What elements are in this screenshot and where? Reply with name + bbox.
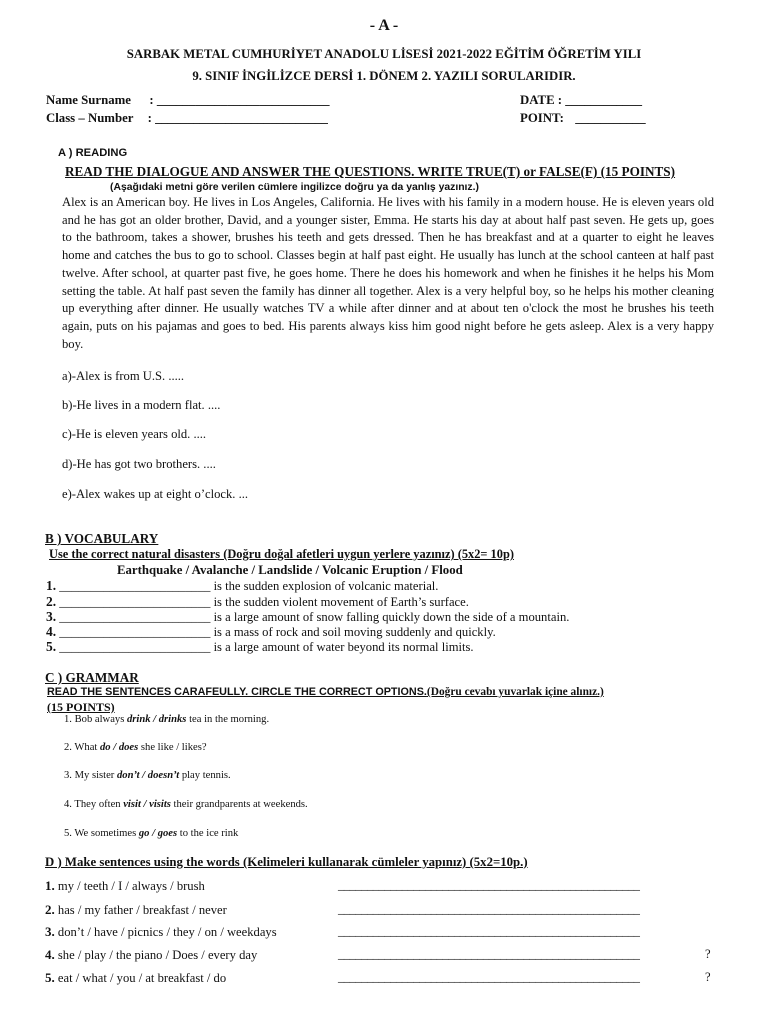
grammar-item bbox=[64, 828, 238, 839]
item-number: 2. bbox=[46, 594, 57, 609]
exam-variant: - A - bbox=[369, 17, 399, 34]
vocabulary-instruction: Use the correct natural disasters (Doğru doğal afetleri uygun yerlere yazınız) (5x2= 10p) bbox=[49, 547, 514, 561]
definition: is a large amount of snow falling quickly down the side of a mountain. bbox=[213, 610, 570, 624]
answer-blank[interactable]: ________________________ bbox=[59, 595, 211, 609]
grammar-post: tea in the morning. bbox=[186, 714, 270, 725]
date-row bbox=[520, 93, 642, 108]
grammar-post: she like / likes? bbox=[138, 742, 207, 753]
class-number-row bbox=[46, 111, 328, 126]
statement-c[interactable]: c)-He is eleven years old. .... bbox=[62, 427, 207, 441]
grammar-pre: 4. They often bbox=[64, 799, 124, 810]
reading-section-title: A ) READING bbox=[58, 147, 128, 159]
grammar-points: (15 POINTS) bbox=[47, 700, 115, 714]
class-field[interactable]: : ___________________________ bbox=[147, 111, 328, 125]
point-row bbox=[520, 111, 646, 126]
writing-item bbox=[45, 947, 715, 963]
grammar-options[interactable]: don’t / doesn’t bbox=[116, 770, 180, 781]
statement-e[interactable]: e)-Alex wakes up at eight o’clock. ... bbox=[62, 487, 249, 501]
answer-blank[interactable]: ________________________ bbox=[59, 610, 211, 624]
reading-passage: Alex is an American boy. He lives in Los Angeles, California. He lives with his family in a modern house. He is eleven years old and he has got an older brother, David, and a younger sister, Emma. He starts his day at about half past seven. He gets up, goes to the bathroom, takes a shower, brushes his teeth and gets dressed. Then he has breakfast and at a quarter to eight he leaves home and catches the bus to go to school. Classes begin at half past eight. He usually has lunch at the school canteen at half past twelve. After school, at quarter past five, he goes home. There he does his homework and when he finishes it he helps his Mom setting the table. At half past seven the family has dinner all together. Alex is a very helpful boy, so he helps his mother cleaning up everything after dinner. He usually watches TV a while after dinner and at about ten o'clock the most he brushes his teeth again, puts on his pajamas and goes to bed. His parents always kiss him good night before he gets asleep. Alex is a very happy boy. bbox=[62, 195, 714, 351]
answer-line[interactable]: ____________________________________________________ bbox=[338, 924, 640, 938]
answer-blank[interactable]: ________________________ bbox=[59, 625, 211, 639]
word-prompt: she / play / the piano / Does / every day bbox=[57, 948, 258, 962]
word-prompt: has / my father / breakfast / never bbox=[57, 903, 227, 917]
name-label: Name Surname bbox=[46, 93, 131, 107]
grammar-item bbox=[64, 770, 231, 781]
answer-line[interactable]: ____________________________________________________ bbox=[338, 902, 640, 916]
writing-item bbox=[45, 878, 715, 894]
definition: is the sudden violent movement of Earth’s surface. bbox=[213, 595, 469, 609]
date-field[interactable]: ____________ bbox=[565, 93, 643, 107]
definition: is the sudden explosion of volcanic material. bbox=[213, 579, 439, 593]
vocab-item bbox=[46, 639, 474, 655]
answer-line[interactable]: ____________________________________________________ bbox=[338, 947, 640, 961]
vocab-item bbox=[46, 578, 438, 594]
grammar-pre: 2. What bbox=[64, 742, 100, 753]
grammar-post: to the ice rink bbox=[177, 828, 239, 839]
grammar-options[interactable]: visit / visits bbox=[123, 799, 171, 810]
item-number: 1. bbox=[46, 578, 57, 593]
writing-item bbox=[45, 970, 715, 986]
item-number: 2. bbox=[45, 902, 55, 917]
statement-b[interactable]: b)-He lives in a modern flat. .... bbox=[62, 398, 221, 412]
item-number: 5. bbox=[45, 970, 55, 985]
item-number: 3. bbox=[46, 609, 57, 624]
statement-d[interactable]: d)-He has got two brothers. .... bbox=[62, 457, 216, 471]
writing-item bbox=[45, 924, 715, 940]
writing-section-title: D ) Make sentences using the words (Kelimeleri kullanarak cümleler yapınız) (5x2=10p.) bbox=[45, 855, 528, 869]
word-prompt: don’t / have / picnics / they / on / weekdays bbox=[57, 925, 277, 939]
item-number: 3. bbox=[45, 924, 55, 939]
reading-instruction-tr: (Aşağıdaki metni göre verilen cümlere ingilizce doğru ya da yanlış yazınız.) bbox=[110, 182, 479, 193]
grammar-instruction-en: READ THE SENTENCES CARAFEULLY. CIRCLE THE CORRECT OPTIONS. bbox=[47, 686, 427, 698]
answer-blank[interactable]: ________________________ bbox=[59, 579, 211, 593]
grammar-pre: 3. My sister bbox=[64, 770, 117, 781]
date-label: DATE : bbox=[520, 93, 563, 107]
answer-line[interactable]: ____________________________________________________ bbox=[338, 970, 640, 984]
item-number: 5. bbox=[46, 639, 57, 654]
grammar-post: play tennis. bbox=[179, 770, 231, 781]
grammar-options[interactable]: go / goes bbox=[138, 828, 178, 839]
statement-a[interactable]: a)-Alex is from U.S. ..... bbox=[62, 369, 185, 383]
word-prompt: eat / what / you / at breakfast / do bbox=[57, 971, 227, 985]
word-bank: Earthquake / Avalanche / Landslide / Volcanic Eruption / Flood bbox=[117, 563, 463, 577]
word-prompt: my / teeth / I / always / brush bbox=[57, 879, 205, 893]
name-field[interactable]: : ___________________________ bbox=[149, 93, 330, 107]
grammar-item bbox=[64, 714, 269, 725]
vocab-item bbox=[46, 594, 469, 610]
item-number: 1. bbox=[45, 878, 55, 893]
grammar-instruction-tr: (Doğru cevabı yuvarlak içine alınız.) bbox=[426, 686, 604, 698]
vocab-item bbox=[46, 609, 569, 625]
vocabulary-section-title: B ) VOCABULARY bbox=[45, 531, 159, 546]
grammar-pre: 1. Bob always bbox=[64, 714, 127, 725]
grammar-post: their grandparents at weekends. bbox=[170, 799, 308, 810]
grammar-instruction bbox=[47, 686, 604, 698]
grammar-pre: 5. We sometimes bbox=[64, 828, 139, 839]
answer-line[interactable]: ____________________________________________________ bbox=[338, 878, 640, 892]
end-mark: ? bbox=[705, 947, 711, 961]
item-number: 4. bbox=[45, 947, 55, 962]
school-line: SARBAK METAL CUMHURİYET ANADOLU LİSESİ 2021-2022 EĞİTİM ÖĞRETİM YILI bbox=[126, 47, 642, 61]
writing-item bbox=[45, 902, 715, 918]
vocab-item bbox=[46, 624, 496, 640]
end-mark: ? bbox=[705, 970, 711, 984]
class-label: Class – Number bbox=[46, 111, 134, 125]
point-label: POINT: bbox=[520, 111, 564, 125]
grammar-options[interactable]: do / does bbox=[100, 742, 139, 753]
grammar-section-title: C ) GRAMMAR bbox=[45, 670, 139, 685]
grammar-item bbox=[64, 799, 308, 810]
reading-instruction: READ THE DIALOGUE AND ANSWER THE QUESTIONS. WRITE TRUE(T) or FALSE(F) (15 POINTS) bbox=[65, 164, 676, 179]
exam-title: 9. SINIF İNGİLİZCE DERSİ 1. DÖNEM 2. YAZILI SORULARIDIR. bbox=[192, 69, 576, 83]
definition: is a large amount of water beyond its normal limits. bbox=[213, 640, 474, 654]
answer-blank[interactable]: ________________________ bbox=[59, 640, 211, 654]
item-number: 4. bbox=[46, 624, 57, 639]
grammar-options[interactable]: drink / drinks bbox=[126, 714, 187, 725]
point-field[interactable]: ___________ bbox=[575, 111, 646, 125]
grammar-item bbox=[64, 742, 207, 753]
definition: is a mass of rock and soil moving suddenly and quickly. bbox=[213, 625, 496, 639]
name-surname-row bbox=[46, 93, 330, 108]
